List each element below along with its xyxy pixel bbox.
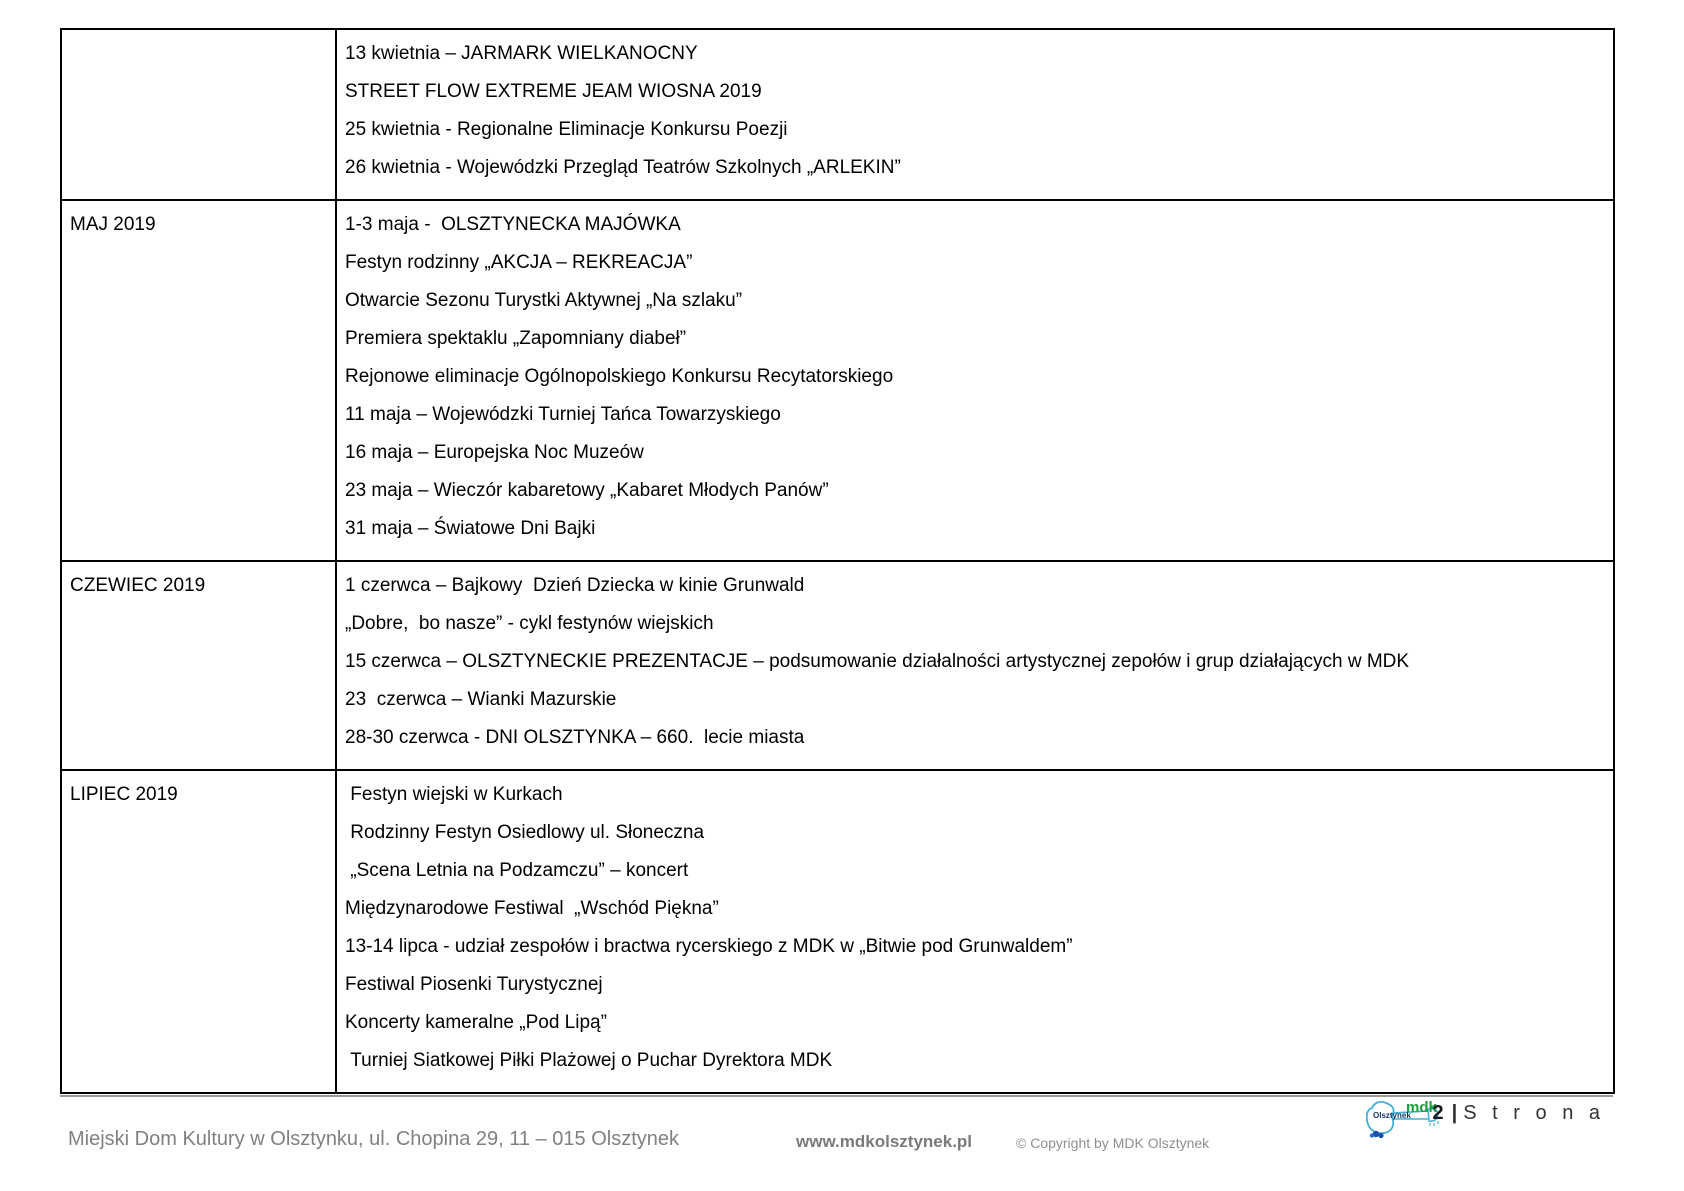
logo-text-main: mdk <box>1406 1099 1437 1116</box>
page-number <box>1433 1102 1605 1125</box>
month-cell <box>61 200 336 561</box>
events-cell <box>336 29 1614 200</box>
event-line: 15 czerwca – OLSZTYNECKIE PREZENTACJE – podsumowanie działalności artystycznej zepołów i grup działających w MDK <box>345 651 1410 672</box>
event-line: 13 kwietnia – JARMARK WIELKANOCNY <box>345 43 698 64</box>
event-line: 26 kwietnia - Wojewódzki Przegląd Teatrów Szkolnych „ARLEKIN” <box>345 157 901 178</box>
table-row <box>61 770 1614 1093</box>
month-label: LIPIEC 2019 <box>70 784 178 805</box>
event-line: Rejonowe eliminacje Ogólnopolskiego Konkursu Recytatorskiego <box>345 366 894 387</box>
logo-text-sub: Olsztynek <box>1373 1111 1411 1120</box>
events-cell <box>336 561 1614 770</box>
event-line: 1 czerwca – Bajkowy Dzień Dziecka w kinie Grunwald <box>345 575 805 596</box>
event-line: Koncerty kameralne „Pod Lipą” <box>345 1012 607 1033</box>
event-line: „Scena Letnia na Podzamczu” – koncert <box>345 860 689 881</box>
event-line: Festiwal Piosenki Turystycznej <box>345 974 603 995</box>
month-label: CZEWIEC 2019 <box>70 575 206 596</box>
event-line: 28-30 czerwca - DNI OLSZTYNKA – 660. lecie miasta <box>345 727 805 748</box>
events-table-body <box>61 29 1614 1093</box>
event-line: 31 maja – Światowe Dni Bajki <box>345 518 596 539</box>
event-line: 1-3 maja - OLSZTYNECKA MAJÓWKA <box>345 214 681 235</box>
footer-address: Miejski Dom Kultury w Olsztynku, ul. Chopina 29, 11 – 015 Olsztynek <box>68 1128 679 1150</box>
event-line: Premiera spektaklu „Zapomniany diabeł” <box>345 328 687 349</box>
footer-website-link[interactable]: www.mdkolsztynek.pl <box>796 1132 973 1151</box>
event-line: „Dobre, bo nasze” - cykl festynów wiejskich <box>345 613 714 634</box>
event-line: Festyn rodzinny „AKCJA – REKREACJA” <box>345 252 693 273</box>
page-number-value: 2 <box>1432 1102 1444 1124</box>
event-line: Rodzinny Festyn Osiedlowy ul. Słoneczna <box>345 822 705 843</box>
page-number-label: S t r o n a <box>1463 1102 1605 1124</box>
event-line: 13-14 lipca - udział zespołów i bractwa rycerskiego z MDK w „Bitwie pod Grunwaldem” <box>345 936 1073 957</box>
event-line: Otwarcie Sezonu Turystki Aktywnej „Na szlaku” <box>345 290 743 311</box>
month-label: MAJ 2019 <box>70 214 156 235</box>
footer-copyright: © Copyright by MDK Olsztynek <box>1016 1135 1210 1151</box>
events-cell <box>336 770 1614 1093</box>
event-line: 16 maja – Europejska Noc Muzeów <box>345 442 644 463</box>
table-row <box>61 561 1614 770</box>
month-cell <box>61 561 336 770</box>
event-line: 11 maja – Wojewódzki Turniej Tańca Towarzyskiego <box>345 404 781 425</box>
page-number-separator: | <box>1451 1102 1458 1124</box>
table-row <box>61 29 1614 200</box>
event-line: 25 kwietnia - Regionalne Eliminacje Konkursu Poezji <box>345 119 788 140</box>
footer-divider <box>60 1095 1613 1097</box>
event-line: Festyn wiejski w Kurkach <box>345 784 563 805</box>
month-cell <box>61 29 336 200</box>
event-line: 23 maja – Wieczór kabaretowy „Kabaret Młodych Panów” <box>345 480 829 501</box>
event-line: STREET FLOW EXTREME JEAM WIOSNA 2019 <box>345 81 762 102</box>
events-cell <box>336 200 1614 561</box>
table-row <box>61 200 1614 561</box>
event-line: Turniej Siatkowej Piłki Plażowej o Puchar Dyrektora MDK <box>345 1050 833 1071</box>
event-line: Międzynarodowe Festiwal „Wschód Piękna” <box>345 898 719 919</box>
month-cell <box>61 770 336 1093</box>
event-line: 23 czerwca – Wianki Mazurskie <box>345 689 617 710</box>
events-table <box>60 28 1615 1094</box>
